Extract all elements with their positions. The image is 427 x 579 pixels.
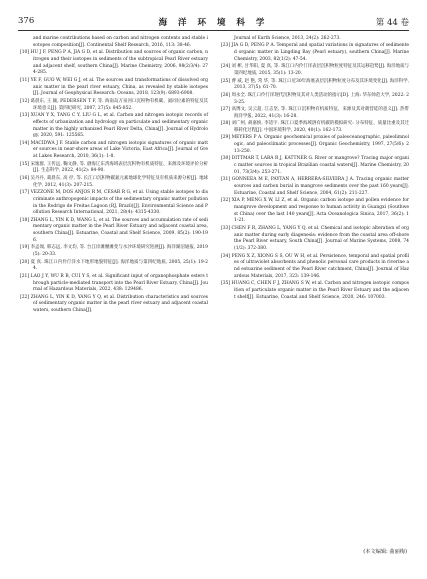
reference-item: [10] HU J F, PENG P A, JIA G D, et al. Distribution and sources of organic carbon, nitrogen and their isotopes in sediments of the subtropical Pearl River estuary and adjacent shelf, southern China[J]. Marine Chemistry, 2006, 98(2/3/4): 274-285.	[20, 50, 208, 76]
volume-label: 第 44 卷	[375, 18, 409, 28]
reference-item: [23] JIA G D, PENG P A. Temporal and spatial variations in signatures of sedimented organic matter in Lingding Bay (Pearl estuary), southern China[J]. Marine Chemistry, 2003, 82(1/2): 47-54.	[221, 43, 409, 62]
reference-item: [25] 曹 威, 赵 艳, 常 华, 等. 珠江口近30年海底表层沉积物粒度分布及其环境变化[J]. 海洋科学, 2013, 37(5): 61-70.	[221, 78, 409, 91]
editor-note: (本文编辑: 曲丽梅)	[363, 549, 407, 555]
page-number: 376	[18, 16, 35, 26]
reference-item: [18] ZHANG L, YIN K D, WANG L, et al. The sources and accumulation rate of sedimentary organic matter in the Pearl River Estuary and adjacent coastal area, southern China[J]. Estuarine, Coastal and Shelf Science, 2009, 85(2): 190-196.	[20, 217, 208, 243]
reference-item: [14] MACIDWA J F. Stable carbon and nitrogen isotopic signatures of organic matter sources in near-shore areas of Lake Victoria, East Africa[J]. Journal of Great Lakes Research, 2010, 36(1): 1-8.	[20, 140, 208, 160]
references-left-column	[20, 36, 208, 316]
reference-item: [22] ZHANG L, YIN K D, YANG Y Q, et al. Distribution characteristics and sources of sedimentary organic matter in the pearl river estuary and adjacent coastal waters, southern China[J].	[20, 294, 208, 314]
journal-title: 海 洋 环 境 科 学	[158, 18, 269, 28]
reference-item: [33] CHEN F R, ZHANG L, YANG Y Q, et al. Chemical and isotopic alteration of organic matter during early diagenesis: evidence from the coastal area off-shore the Pearl River estuary, South China[J]. Journal of Marine Systems, 2008, 74(1/2): 372-380.	[221, 225, 409, 252]
reference-continuation: and marine contributions based on carbon and nitrogen contents and stable isotopes composition[J]. Continental Shelf Research, 2016, 113: 38-46.	[33, 36, 208, 48]
reference-item: [31] GONNEEA M E, PAYTAN A, HERRERA-SILVEIRA J A. Tracing organic matter sources and carbon burial in mangrove sediments over the past 160 years[J]. Estuarine, Coastal and Shelf Science, 2004, 61(2): 211-227.	[221, 177, 409, 196]
header-rule	[18, 30, 409, 31]
reference-item: [28] 刘广州, 胡嘉槟, 李适宇. 珠江口夏季海域溶有机碳的模拟研究: 分布特征、质量比重及其迁移转化过程[J]. 中国环境科学, 2020, 40(1): 162-173.	[221, 121, 409, 133]
reference-item: [12] 葛晨东, 王 颖, PEDERSEN T F, 等. 海南岛万泉河口沉积物有机碳、氮同位素的特征及其环境意义[J]. 第四纪研究, 2007, 27(5): 845-852.	[20, 98, 208, 111]
reference-continuation: Journal of Earth Science, 2013, 24(2): 262-273.	[234, 36, 341, 41]
reference-item: [32] XIA P, MENG X W, LI Z, et al. Organic carbon isotope and pollen evidence for mangrove development and response to human activity in Guangxi (Southwest China) over the last 140 years[J]. Acta Oceanologica Sinica, 2017, 36(2): 11-21.	[221, 198, 409, 224]
reference-item: [21] LAO J Y, WU R B, CUI Y S, et al. Significant input of organophosphate esters through particle-mediated transport into the Pearl River Estuary, China[J]. Journal of Hazardous Materials, 2022, 438: 129486.	[20, 273, 208, 293]
reference-item: [27] 高博文, 吴云超, 江志坚, 等. 珠江口沉积物有机质特征、来源及其对葳营硅的意义[J]. 热带海洋学报, 2022, 41(3): 16-28.	[221, 106, 409, 119]
reference-item: [19] 李孟闻, 韩志远, 李文均, 等. 台江岸滩腰滩变与水沙环境研究进展[J]. 海洋湖沼通报, 2019(5): 20-33.	[20, 245, 208, 258]
reference-item: [13] XUAN Y X, TANG C Y, LIU G L, et al. Carbon and nitrogen isotopic records of effects of urbanization and hydrology on particulate and sedimentary organic matter in the highly urbanized Pearl River Delta, China[J]. Journal of Hydrology, 2020, 591: 125565.	[20, 113, 208, 139]
references-right-column	[221, 36, 409, 302]
reference-item: [15] 宋逸群, 王传远, 鞠文静, 等. 渤海辽东湾海域表层沉积物有机质特征、来源及环境评价分析[J]. 生态科学, 2022, 41(2): 84-90.	[20, 161, 208, 174]
page-header	[18, 16, 409, 28]
reference-item: [26] 周永全. 珠江口伶仃洋现代沉积物及其对人类活动的指示[D]. 上海: 华东师范大学, 2022: 23-25.	[221, 92, 409, 105]
reference-item: [24] 刘 彬, 甘华阳, 夏 真, 等. 珠江口内伶仃洋表层沉积物粒度特征及其运移趋势[J]. 海洋地质与第四纪地质, 2015, 35(1): 13-20.	[221, 64, 409, 77]
reference-item: [17] VEZZONE M, DOS ANJOS R M, CESAR R G, et al. Using stable isotopes to discriminate anthropogenic impacts of the sedimentary organic matter pollution in the Rodrigo de Freitas Lagoon (RJ, Brazil)[J]. Environmental Science and Pollution Research International, 2021, 28(4): 4315-4330.	[20, 190, 208, 216]
reference-item: [11] YE F, GUO W, WEI G J, et al. The sources and transformations of dissolved organic matter in the pearl river estuary, China, as revealed by stable isotopes[J]. Journal of Geophysical Research: Oceans, 2018, 123(9): 6893-6908.	[20, 77, 208, 97]
reference-item: [35] HUANG C, CHEN F J, ZHANG S W, et al. Carbon and nitrogen isotopic composition of particulate organic matter in the Pearl River Estuary and the adjacent shelf[J]. Estuarine, Coastal and Shelf Science, 2020, 246: 107003.	[221, 281, 409, 300]
reference-item: [29] MEYERS P A. Organic geochemical proxies of paleoceanographic, paleolimnologic, and paleoclimatic processes[J]. Organic Geochemistry, 1997, 27(5/6): 213-250.	[221, 135, 409, 154]
reference-item: [30] DITTMAR T, LARA R J, KATTNER G. River or mangrove? Tracing major organic matter sources in tropical Brazilian coastal waters[J]. Marine Chemistry, 2001, 73(3/4): 253-271.	[221, 156, 409, 175]
reference-item: [20] 夏 真. 珠江口内伶仃洋水下地形地貌特征[J]. 海洋地质与第四纪地质, 2005, 25(1): 19-24.	[20, 259, 208, 272]
reference-item: [16] 吴丹丹, 葛晨东, 高 抒, 等. 长江口沉积物碳氮元素地球化学特征及有机质来源分析[J]. 地球化学, 2012, 41(3): 207-215.	[20, 175, 208, 188]
reference-item: [34] PENG X Z, XIONG S S, OU W H, et al. Persistence, temporal and spatial profiles of ultraviolet absorbents and phenolic personal care products in riverine and estuarine sediment of the Pearl River catchment, China[J]. Journal of Hazardous Materials, 2017, 323: 139-146.	[221, 253, 409, 279]
